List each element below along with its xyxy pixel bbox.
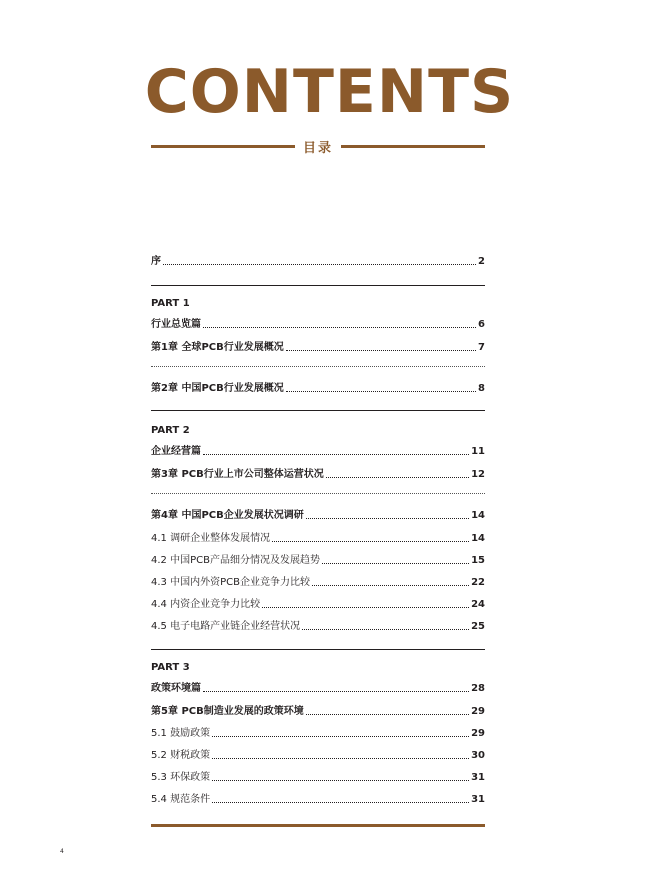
toc-entry-label: 5.1 鼓励政策 bbox=[151, 728, 211, 739]
dotted-divider bbox=[151, 493, 485, 494]
toc-entry[interactable] bbox=[151, 381, 485, 395]
toc-entry-label: 第2章 中国PCB行业发展概况 bbox=[151, 383, 284, 394]
subtitle: 目录 bbox=[303, 140, 334, 156]
toc-entry-page: 14 bbox=[471, 510, 485, 521]
leader-dots bbox=[262, 607, 469, 608]
toc-entry-page: 14 bbox=[471, 533, 485, 544]
toc-entry-label: 第3章 PCB行业上市公司整体运营状况 bbox=[151, 469, 324, 480]
toc-entry[interactable] bbox=[151, 681, 485, 695]
subtitle-right-rule bbox=[341, 145, 485, 148]
dotted-divider bbox=[151, 366, 485, 367]
toc-entry-page: 6 bbox=[478, 319, 485, 330]
toc-entry-page: 2 bbox=[478, 256, 485, 267]
toc-entry-label: 5.3 环保政策 bbox=[151, 772, 211, 783]
toc-entry[interactable] bbox=[151, 317, 485, 331]
part-heading: PART 2 bbox=[151, 425, 190, 436]
toc-entry[interactable] bbox=[151, 575, 485, 589]
toc-entry-page: 29 bbox=[471, 706, 485, 717]
toc-entry-page: 24 bbox=[471, 599, 485, 610]
leader-dots bbox=[203, 691, 469, 692]
toc-entry-page: 8 bbox=[478, 383, 485, 394]
leader-dots bbox=[306, 518, 469, 519]
subtitle-left-rule bbox=[151, 145, 295, 148]
toc-entry-label: 第4章 中国PCB企业发展状况调研 bbox=[151, 510, 304, 521]
page-number: 4 bbox=[60, 848, 64, 855]
toc-entry[interactable] bbox=[151, 531, 485, 545]
section-divider bbox=[151, 410, 485, 411]
leader-dots bbox=[286, 350, 476, 351]
leader-dots bbox=[286, 391, 476, 392]
toc-entry[interactable] bbox=[151, 792, 485, 806]
subtitle-row bbox=[151, 136, 485, 156]
toc-entry-label: 4.1 调研企业整体发展情况 bbox=[151, 533, 271, 544]
leader-dots bbox=[203, 327, 476, 328]
bottom-rule bbox=[151, 824, 485, 827]
toc-entry[interactable] bbox=[151, 597, 485, 611]
toc-entry-page: 29 bbox=[471, 728, 485, 739]
toc-entry-page: 31 bbox=[471, 794, 485, 805]
leader-dots bbox=[306, 714, 469, 715]
toc-entry-label: 4.3 中国内外资PCB企业竞争力比较 bbox=[151, 577, 310, 588]
toc-entry[interactable] bbox=[151, 704, 485, 718]
toc-entry-label: 4.4 内资企业竞争力比较 bbox=[151, 599, 261, 610]
toc-entry-page: 25 bbox=[471, 621, 485, 632]
toc-entry[interactable] bbox=[151, 467, 485, 481]
leader-dots bbox=[203, 454, 469, 455]
leader-dots bbox=[302, 629, 469, 630]
toc-entry-page: 22 bbox=[471, 577, 485, 588]
toc-entry-label: 4.2 中国PCB产品细分情况及发展趋势 bbox=[151, 555, 320, 566]
toc-entry-page: 7 bbox=[478, 342, 485, 353]
toc-entry[interactable] bbox=[151, 619, 485, 633]
toc-entry-label: 4.5 电子电路产业链企业经营状况 bbox=[151, 621, 301, 632]
toc-entry-page: 28 bbox=[471, 683, 485, 694]
leader-dots bbox=[163, 264, 476, 265]
leader-dots bbox=[212, 802, 469, 803]
leader-dots bbox=[212, 780, 469, 781]
toc-entry[interactable] bbox=[151, 444, 485, 458]
leader-dots bbox=[212, 758, 469, 759]
section-divider bbox=[151, 285, 485, 286]
toc-entry-preface[interactable] bbox=[151, 254, 485, 268]
leader-dots bbox=[212, 736, 469, 737]
toc-entry-label: 第5章 PCB制造业发展的政策环境 bbox=[151, 706, 304, 717]
toc-entry-page: 30 bbox=[471, 750, 485, 761]
toc-entry[interactable] bbox=[151, 508, 485, 522]
toc-entry-label: 政策环境篇 bbox=[151, 683, 201, 694]
leader-dots bbox=[322, 563, 469, 564]
leader-dots bbox=[272, 541, 469, 542]
toc-entry-page: 12 bbox=[471, 469, 485, 480]
page-title: CONTENTS bbox=[144, 57, 515, 127]
toc-entry-label: 5.2 财税政策 bbox=[151, 750, 211, 761]
section-divider bbox=[151, 649, 485, 650]
leader-dots bbox=[326, 477, 469, 478]
leader-dots bbox=[312, 585, 469, 586]
toc-entry-label: 序 bbox=[151, 256, 161, 267]
toc-entry[interactable] bbox=[151, 770, 485, 784]
toc-entry[interactable] bbox=[151, 748, 485, 762]
toc-entry[interactable] bbox=[151, 340, 485, 354]
part-heading: PART 1 bbox=[151, 298, 190, 309]
toc-entry-page: 15 bbox=[471, 555, 485, 566]
toc-entry[interactable] bbox=[151, 726, 485, 740]
toc-entry-label: 企业经营篇 bbox=[151, 446, 201, 457]
toc-entry-label: 第1章 全球PCB行业发展概况 bbox=[151, 342, 284, 353]
toc-entry[interactable] bbox=[151, 553, 485, 567]
toc-entry-page: 11 bbox=[471, 446, 485, 457]
toc-entry-label: 行业总览篇 bbox=[151, 319, 201, 330]
part-heading: PART 3 bbox=[151, 662, 190, 673]
toc-entry-page: 31 bbox=[471, 772, 485, 783]
toc-entry-label: 5.4 规范条件 bbox=[151, 794, 211, 805]
